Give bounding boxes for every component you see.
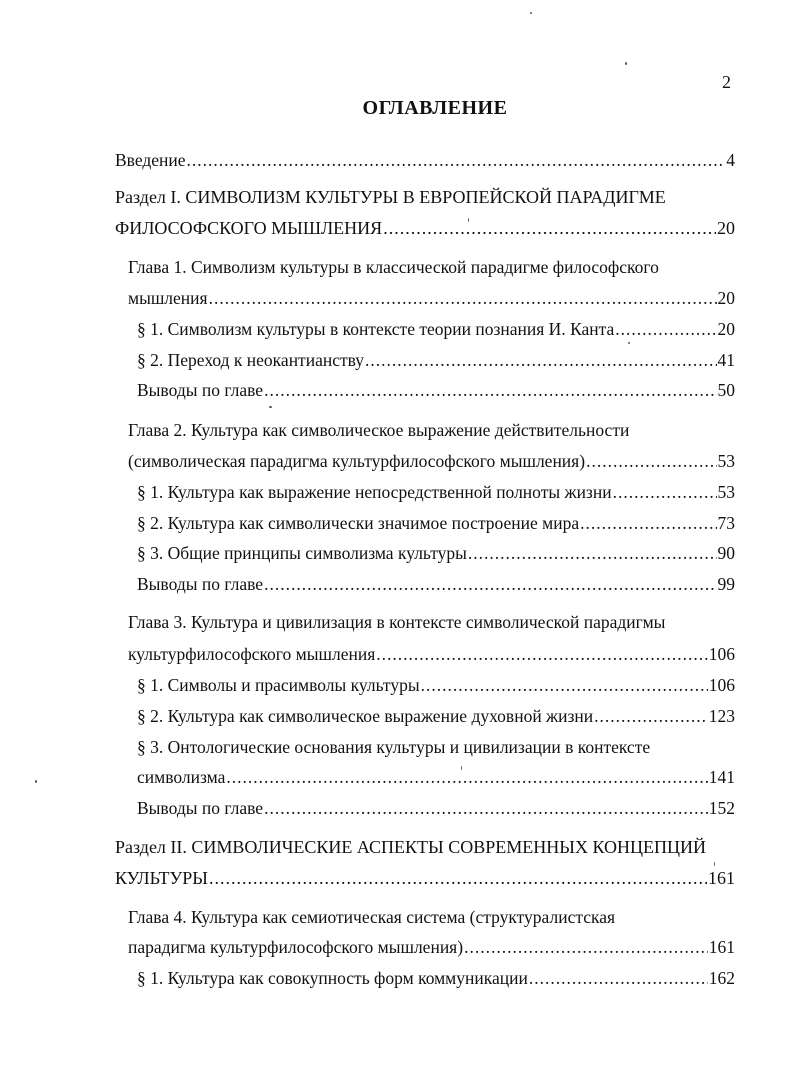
toc-entry-label-continued: КУЛЬТУРЫ — [115, 868, 208, 888]
toc-entry-ch2-conclusions[interactable] — [137, 574, 735, 595]
toc-page-number: 20 — [717, 288, 735, 308]
toc-entry-label: § 2. Культура как символически значимое построение мира — [137, 513, 580, 533]
toc-entry-ch2-par2[interactable] — [137, 513, 735, 534]
dot-leader — [376, 644, 707, 665]
dot-leader — [209, 868, 707, 889]
toc-entry-label: Глава 4. Культура как семиотическая система (структуралистская — [128, 907, 616, 927]
toc-entry-ch2-par1[interactable] — [137, 482, 735, 503]
toc-entry-label: Выводы по главе — [137, 574, 264, 594]
toc-entry-label: § 3. Онтологические основания культуры и цивилизации в контексте — [137, 737, 651, 757]
dot-leader — [468, 543, 717, 564]
toc-page-number: 161 — [708, 937, 735, 957]
toc-entry-label: § 1. Культура как совокупность форм коммуникации — [137, 968, 528, 988]
toc-page-number: 50 — [717, 380, 735, 400]
dot-leader — [529, 968, 708, 989]
toc-entry-label: § 1. Символизм культуры в контексте теории познания И. Канта — [137, 319, 615, 339]
toc-page-number: 90 — [717, 543, 735, 563]
toc-entry-label-continued: символизма — [137, 767, 226, 787]
toc-entry-label: Глава 1. Символизм культуры в классической парадигме философского — [128, 257, 659, 277]
dot-leader — [264, 574, 716, 595]
dot-leader — [586, 451, 716, 472]
dot-leader — [383, 218, 716, 239]
scan-speck — [530, 12, 532, 14]
toc-entry-ch3-conclusions[interactable] — [137, 798, 735, 819]
toc-page-number: 141 — [708, 767, 735, 787]
toc-entry-label-continued: ФИЛОСОФСКОГО МЫШЛЕНИЯ — [115, 218, 383, 238]
toc-entry-label: Выводы по главе — [137, 798, 264, 818]
scan-speck — [461, 766, 462, 770]
dot-leader — [421, 675, 708, 696]
toc-page-number: 53 — [717, 451, 735, 471]
toc-page-number: 161 — [708, 868, 735, 888]
toc-page-number: 123 — [708, 706, 735, 726]
page-number: 2 — [722, 72, 731, 92]
toc-page-number: 99 — [717, 574, 735, 594]
toc-entry-ch1-par1[interactable] — [137, 319, 735, 340]
toc-page-number: 53 — [717, 482, 735, 502]
toc-entry-label-continued: (символическая парадигма культурфилософского мышления) — [128, 451, 586, 471]
toc-page-number: 162 — [708, 968, 735, 988]
page-title: ОГЛАВЛЕНИЕ — [362, 97, 508, 119]
toc-entry-label-continued: культурфилософского мышления — [128, 644, 376, 664]
dot-leader — [264, 798, 708, 819]
toc-entry-ch3-par1[interactable] — [137, 675, 735, 696]
toc-page-number: 4 — [726, 150, 735, 170]
scan-speck — [628, 342, 630, 344]
toc-entry-label: § 1. Символы и прасимволы культуры — [137, 675, 420, 695]
dot-leader — [613, 482, 717, 503]
toc-entry-label-continued: парадигма культурфилософского мышления) — [128, 937, 464, 957]
toc-entry-label-continued: мышления — [128, 288, 208, 308]
toc-entry-ch1-conclusions[interactable] — [137, 380, 735, 401]
toc-entry-ch2-par3[interactable] — [137, 543, 735, 564]
dot-leader — [187, 150, 726, 171]
dot-leader — [464, 937, 708, 958]
toc-entry-introduction[interactable] — [115, 150, 735, 171]
dot-leader — [226, 767, 707, 788]
scan-speck — [468, 218, 469, 222]
toc-entry-ch1-par2[interactable] — [137, 350, 735, 371]
toc-page-number: 106 — [708, 675, 735, 695]
toc-entry-label: Глава 3. Культура и цивилизация в контексте символической парадигмы — [128, 612, 666, 632]
toc-entry-label: Глава 2. Культура как символическое выражение действительности — [128, 420, 630, 440]
scan-speck — [714, 862, 715, 866]
toc-page-number: 41 — [717, 350, 735, 370]
dot-leader — [594, 706, 708, 727]
toc-entry-label: Выводы по главе — [137, 380, 264, 400]
scan-speck — [625, 62, 627, 65]
toc-entry-label: § 2. Переход к неокантианству — [137, 350, 365, 370]
toc-entry-label: Раздел I. СИМВОЛИЗМ КУЛЬТУРЫ В ЕВРОПЕЙСКОЙ ПАРАДИГМЕ — [115, 187, 666, 207]
toc-entry-label: Введение — [115, 150, 186, 170]
toc-entry-label: § 2. Культура как символическое выражение духовной жизни — [137, 706, 594, 726]
dot-leader — [580, 513, 716, 534]
toc-entry-ch4-par1[interactable] — [137, 968, 735, 989]
dot-leader — [264, 380, 716, 401]
toc-entry-ch3-par2[interactable] — [137, 706, 735, 727]
toc-page-number: 152 — [708, 798, 735, 818]
toc-entry-label: § 3. Общие принципы символизма культуры — [137, 543, 467, 563]
toc-page-number: 20 — [717, 319, 735, 339]
dot-leader — [615, 319, 716, 340]
scan-speck — [269, 406, 272, 408]
dot-leader — [365, 350, 716, 371]
toc-entry-label: Раздел II. СИМВОЛИЧЕСКИЕ АСПЕКТЫ СОВРЕМЕННЫХ КОНЦЕПЦИЙ — [115, 837, 706, 857]
dot-leader — [209, 288, 717, 309]
toc-page-number: 20 — [717, 218, 735, 238]
toc-entry-label: § 1. Культура как выражение непосредственной полноты жизни — [137, 482, 612, 502]
scan-speck — [35, 780, 37, 783]
toc-page-number: 106 — [708, 644, 735, 664]
toc-page-number: 73 — [717, 513, 735, 533]
